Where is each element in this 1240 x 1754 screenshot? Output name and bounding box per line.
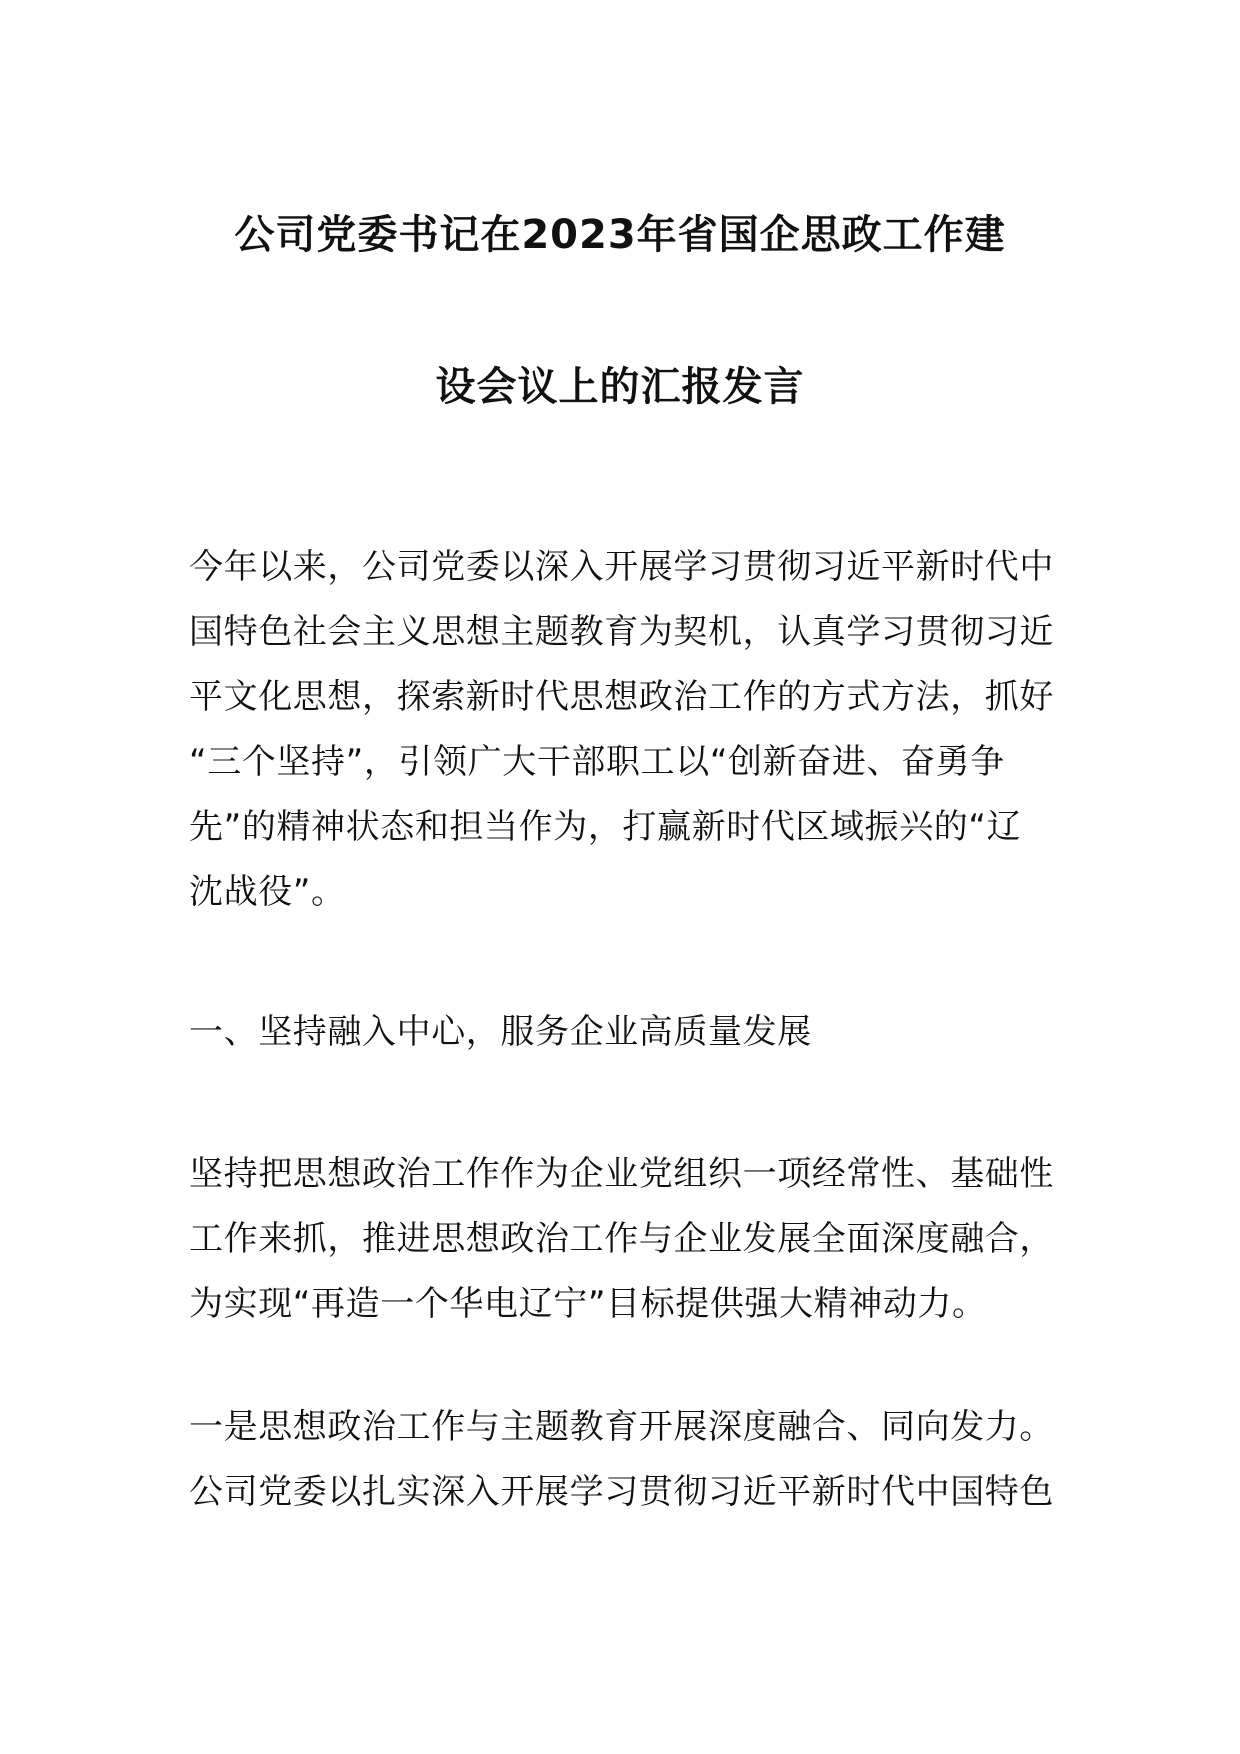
document-title-line-1: 公司党委书记在2023年省国企思政工作建 (234, 212, 1006, 258)
section-heading-text: 一、坚持融入中心，服务企业高质量发展 (189, 1012, 812, 1052)
paragraph-line: “三个坚持”，引领广大干部职工以“创新奋进、奋勇争 (189, 742, 1005, 782)
paragraph-line: 沈战役”。 (189, 872, 346, 912)
document-title-line-2: 设会议上的汇报发言 (435, 364, 805, 410)
paragraph-line: 公司党委以扎实深入开展学习贯彻习近平新时代中国特色 (189, 1472, 1054, 1512)
paragraph-line: 今年以来，公司党委以深入开展学习贯彻习近平新时代中 (189, 547, 1054, 587)
paragraph-line: 先”的精神状态和担当作为，打赢新时代区域振兴的“辽 (189, 807, 1022, 847)
paragraph-line: 坚持把思想政治工作作为企业党组织一项经常性、基础性 (189, 1154, 1054, 1194)
paragraph-line: 为实现“再造一个华电辽宁”目标提供强大精神动力。 (189, 1284, 987, 1324)
paragraph-intro (189, 535, 1054, 925)
paragraph-line: 国特色社会主义思想主题教育为契机，认真学习贯彻习近 (189, 612, 1054, 652)
paragraph-point-1 (189, 1395, 1054, 1525)
paragraph-line: 一是思想政治工作与主题教育开展深度融合、同向发力。 (189, 1407, 1054, 1447)
paragraph-section-1-body (189, 1142, 1054, 1337)
paragraph-line: 工作来抓，推进思想政治工作与企业发展全面深度融合， (189, 1219, 1054, 1259)
paragraph-line: 平文化思想，探索新时代思想政治工作的方式方法，抓好 (189, 677, 1054, 717)
section-heading-1 (189, 1000, 1054, 1065)
